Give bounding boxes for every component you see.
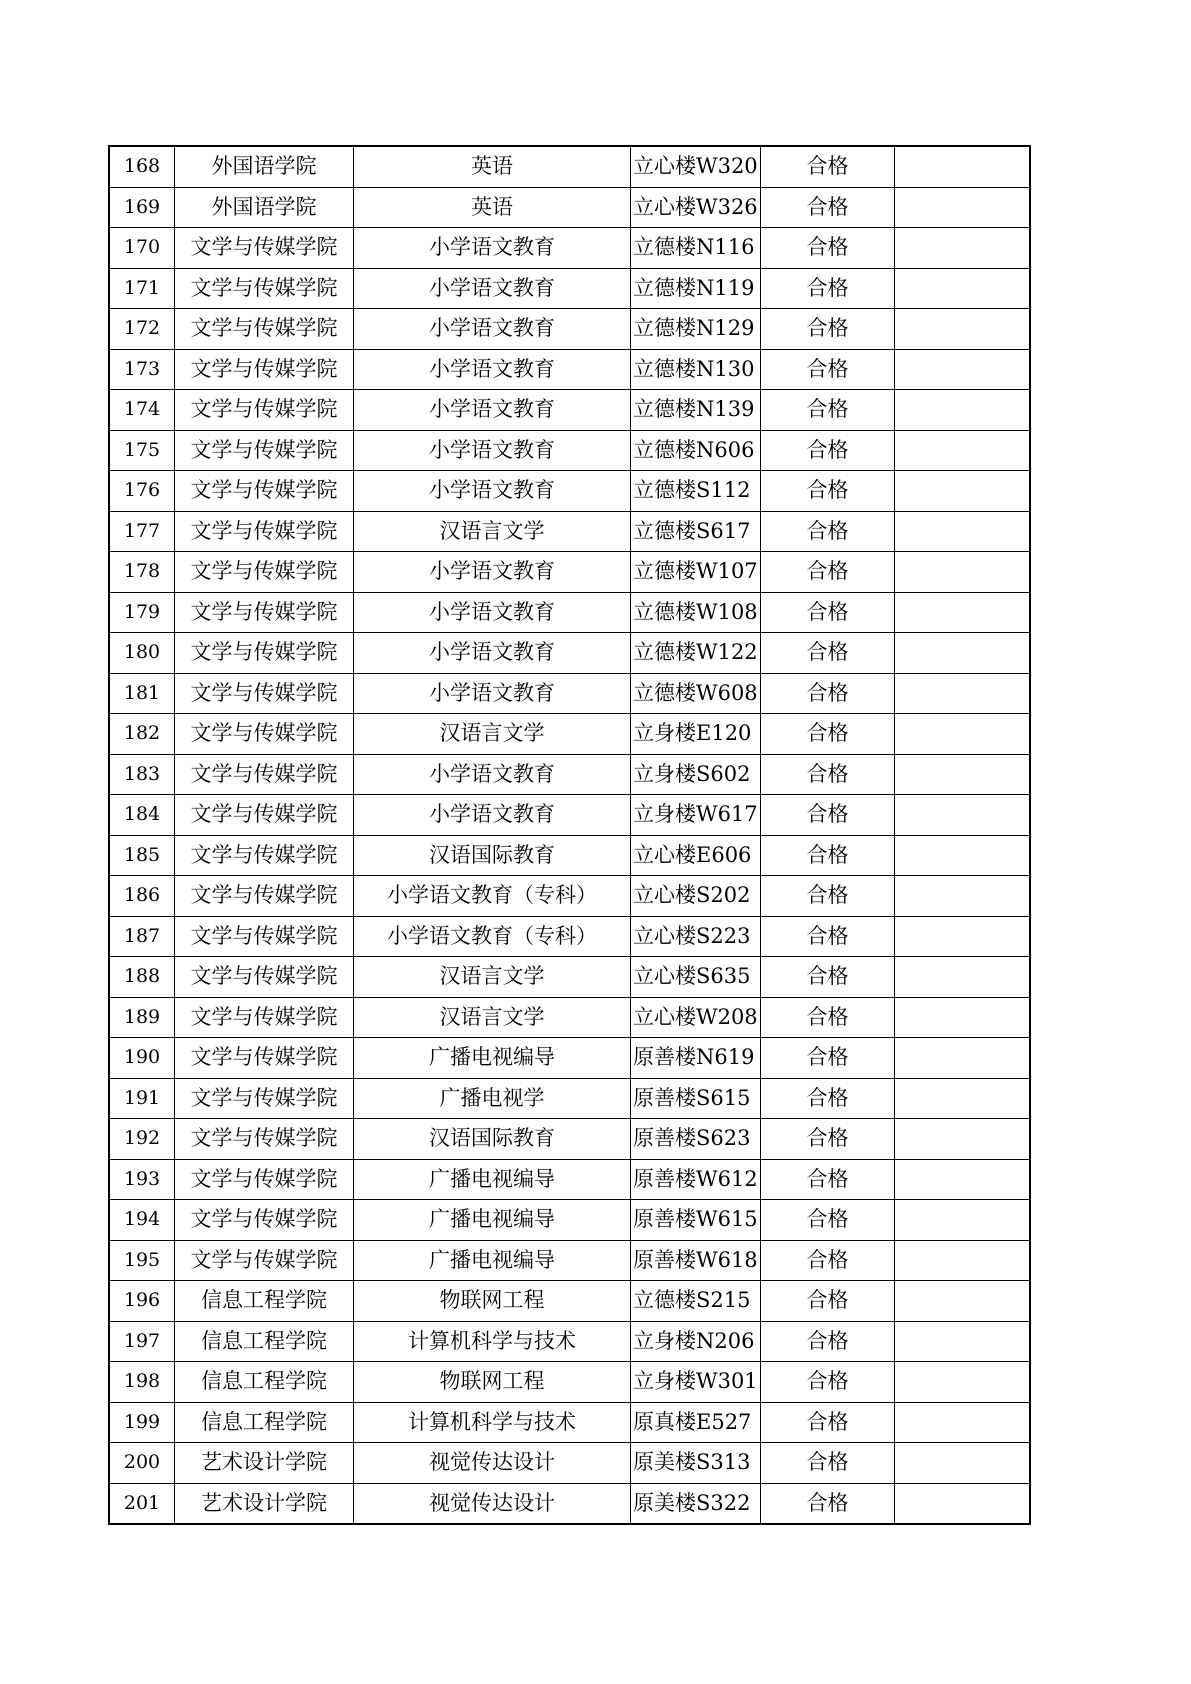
- result-cell: 合格: [761, 390, 895, 431]
- note-cell: [895, 633, 1031, 674]
- table-row: [109, 592, 1030, 633]
- note-cell: [895, 390, 1031, 431]
- note-cell: [895, 835, 1031, 876]
- table-row: [109, 471, 1030, 512]
- result-cell: 合格: [761, 1483, 895, 1524]
- note-cell: [895, 673, 1031, 714]
- row-number-cell: 195: [109, 1240, 175, 1281]
- major-cell: 小学语文教育: [354, 633, 631, 674]
- table-row: [109, 1200, 1030, 1241]
- row-number-cell: 183: [109, 754, 175, 795]
- row-number-cell: 190: [109, 1038, 175, 1079]
- result-cell: 合格: [761, 349, 895, 390]
- row-number-cell: 171: [109, 268, 175, 309]
- result-cell: 合格: [761, 471, 895, 512]
- table-row: [109, 795, 1030, 836]
- note-cell: [895, 430, 1031, 471]
- major-cell: 广播电视编导: [354, 1038, 631, 1079]
- result-cell: 合格: [761, 1443, 895, 1484]
- result-cell: 合格: [761, 714, 895, 755]
- major-cell: 小学语文教育: [354, 673, 631, 714]
- note-cell: [895, 1159, 1031, 1200]
- note-cell: [895, 1483, 1031, 1524]
- result-cell: 合格: [761, 268, 895, 309]
- classroom-cell: 立德楼W608: [631, 673, 761, 714]
- classroom-cell: 立德楼S112: [631, 471, 761, 512]
- major-cell: 汉语言文学: [354, 957, 631, 998]
- major-cell: 汉语国际教育: [354, 835, 631, 876]
- college-cell: 文学与传媒学院: [175, 916, 354, 957]
- classroom-cell: 立德楼W107: [631, 552, 761, 593]
- college-cell: 文学与传媒学院: [175, 1119, 354, 1160]
- college-cell: 文学与传媒学院: [175, 633, 354, 674]
- result-cell: 合格: [761, 673, 895, 714]
- classroom-cell: 原善楼W615: [631, 1200, 761, 1241]
- college-cell: 文学与传媒学院: [175, 228, 354, 269]
- classroom-cell: 原善楼W618: [631, 1240, 761, 1281]
- college-cell: 艺术设计学院: [175, 1483, 354, 1524]
- table-row: [109, 390, 1030, 431]
- result-cell: 合格: [761, 228, 895, 269]
- result-cell: 合格: [761, 633, 895, 674]
- note-cell: [895, 309, 1031, 350]
- college-cell: 文学与传媒学院: [175, 997, 354, 1038]
- result-cell: 合格: [761, 916, 895, 957]
- row-number-cell: 174: [109, 390, 175, 431]
- result-cell: 合格: [761, 1159, 895, 1200]
- note-cell: [895, 754, 1031, 795]
- major-cell: 小学语文教育（专科）: [354, 876, 631, 917]
- result-cell: 合格: [761, 1119, 895, 1160]
- result-cell: 合格: [761, 997, 895, 1038]
- inspection-table: [108, 145, 1031, 1525]
- note-cell: [895, 228, 1031, 269]
- table-row: [109, 754, 1030, 795]
- major-cell: 广播电视学: [354, 1078, 631, 1119]
- college-cell: 文学与传媒学院: [175, 714, 354, 755]
- classroom-cell: 立德楼N606: [631, 430, 761, 471]
- table-row: [109, 187, 1030, 228]
- row-number-cell: 196: [109, 1281, 175, 1322]
- classroom-cell: 立德楼W108: [631, 592, 761, 633]
- classroom-cell: 原美楼S313: [631, 1443, 761, 1484]
- row-number-cell: 187: [109, 916, 175, 957]
- college-cell: 文学与传媒学院: [175, 349, 354, 390]
- row-number-cell: 189: [109, 997, 175, 1038]
- row-number-cell: 200: [109, 1443, 175, 1484]
- classroom-cell: 立德楼S617: [631, 511, 761, 552]
- classroom-cell: 立心楼W208: [631, 997, 761, 1038]
- note-cell: [895, 1281, 1031, 1322]
- row-number-cell: 193: [109, 1159, 175, 1200]
- table-row: [109, 1483, 1030, 1524]
- major-cell: 小学语文教育（专科）: [354, 916, 631, 957]
- college-cell: 文学与传媒学院: [175, 268, 354, 309]
- major-cell: 小学语文教育: [354, 592, 631, 633]
- classroom-cell: 立心楼S635: [631, 957, 761, 998]
- table-row: [109, 1078, 1030, 1119]
- classroom-cell: 立身楼W617: [631, 795, 761, 836]
- row-number-cell: 191: [109, 1078, 175, 1119]
- note-cell: [895, 1038, 1031, 1079]
- note-cell: [895, 1402, 1031, 1443]
- row-number-cell: 192: [109, 1119, 175, 1160]
- result-cell: 合格: [761, 552, 895, 593]
- college-cell: 文学与传媒学院: [175, 511, 354, 552]
- table-row: [109, 1038, 1030, 1079]
- note-cell: [895, 511, 1031, 552]
- major-cell: 计算机科学与技术: [354, 1321, 631, 1362]
- row-number-cell: 201: [109, 1483, 175, 1524]
- note-cell: [895, 349, 1031, 390]
- note-cell: [895, 187, 1031, 228]
- result-cell: 合格: [761, 1240, 895, 1281]
- table-row: [109, 1402, 1030, 1443]
- note-cell: [895, 916, 1031, 957]
- row-number-cell: 197: [109, 1321, 175, 1362]
- major-cell: 小学语文教育: [354, 228, 631, 269]
- row-number-cell: 172: [109, 309, 175, 350]
- major-cell: 视觉传达设计: [354, 1483, 631, 1524]
- major-cell: 物联网工程: [354, 1362, 631, 1403]
- major-cell: 广播电视编导: [354, 1240, 631, 1281]
- classroom-cell: 立德楼S215: [631, 1281, 761, 1322]
- college-cell: 文学与传媒学院: [175, 309, 354, 350]
- note-cell: [895, 997, 1031, 1038]
- result-cell: 合格: [761, 835, 895, 876]
- table-row: [109, 1119, 1030, 1160]
- major-cell: 汉语言文学: [354, 714, 631, 755]
- classroom-cell: 立德楼N130: [631, 349, 761, 390]
- table-row: [109, 1443, 1030, 1484]
- major-cell: 小学语文教育: [354, 390, 631, 431]
- row-number-cell: 175: [109, 430, 175, 471]
- college-cell: 文学与传媒学院: [175, 430, 354, 471]
- row-number-cell: 180: [109, 633, 175, 674]
- college-cell: 文学与传媒学院: [175, 552, 354, 593]
- result-cell: 合格: [761, 146, 895, 187]
- note-cell: [895, 957, 1031, 998]
- table-row: [109, 268, 1030, 309]
- note-cell: [895, 592, 1031, 633]
- major-cell: 汉语言文学: [354, 511, 631, 552]
- classroom-cell: 立德楼N116: [631, 228, 761, 269]
- classroom-cell: 原善楼S623: [631, 1119, 761, 1160]
- table-row: [109, 511, 1030, 552]
- row-number-cell: 177: [109, 511, 175, 552]
- college-cell: 信息工程学院: [175, 1402, 354, 1443]
- note-cell: [895, 552, 1031, 593]
- college-cell: 文学与传媒学院: [175, 673, 354, 714]
- major-cell: 小学语文教育: [354, 309, 631, 350]
- row-number-cell: 181: [109, 673, 175, 714]
- result-cell: 合格: [761, 1281, 895, 1322]
- note-cell: [895, 1240, 1031, 1281]
- classroom-cell: 立身楼N206: [631, 1321, 761, 1362]
- table-row: [109, 957, 1030, 998]
- row-number-cell: 178: [109, 552, 175, 593]
- row-number-cell: 182: [109, 714, 175, 755]
- note-cell: [895, 876, 1031, 917]
- college-cell: 信息工程学院: [175, 1281, 354, 1322]
- classroom-cell: 原善楼N619: [631, 1038, 761, 1079]
- college-cell: 文学与传媒学院: [175, 592, 354, 633]
- note-cell: [895, 1362, 1031, 1403]
- row-number-cell: 194: [109, 1200, 175, 1241]
- college-cell: 外国语学院: [175, 146, 354, 187]
- major-cell: 广播电视编导: [354, 1200, 631, 1241]
- table-row: [109, 997, 1030, 1038]
- college-cell: 文学与传媒学院: [175, 1159, 354, 1200]
- table-row: [109, 552, 1030, 593]
- result-cell: 合格: [761, 511, 895, 552]
- classroom-cell: 原美楼S322: [631, 1483, 761, 1524]
- classroom-cell: 立身楼W301: [631, 1362, 761, 1403]
- classroom-cell: 原善楼W612: [631, 1159, 761, 1200]
- row-number-cell: 169: [109, 187, 175, 228]
- row-number-cell: 173: [109, 349, 175, 390]
- table-row: [109, 228, 1030, 269]
- classroom-cell: 立身楼S602: [631, 754, 761, 795]
- college-cell: 文学与传媒学院: [175, 835, 354, 876]
- classroom-cell: 立德楼N129: [631, 309, 761, 350]
- row-number-cell: 198: [109, 1362, 175, 1403]
- major-cell: 小学语文教育: [354, 349, 631, 390]
- table-row: [109, 876, 1030, 917]
- table-row: [109, 633, 1030, 674]
- major-cell: 汉语国际教育: [354, 1119, 631, 1160]
- college-cell: 信息工程学院: [175, 1362, 354, 1403]
- table-row: [109, 146, 1030, 187]
- result-cell: 合格: [761, 957, 895, 998]
- result-cell: 合格: [761, 309, 895, 350]
- major-cell: 英语: [354, 146, 631, 187]
- college-cell: 文学与传媒学院: [175, 1078, 354, 1119]
- result-cell: 合格: [761, 1362, 895, 1403]
- note-cell: [895, 795, 1031, 836]
- major-cell: 视觉传达设计: [354, 1443, 631, 1484]
- row-number-cell: 186: [109, 876, 175, 917]
- major-cell: 英语: [354, 187, 631, 228]
- row-number-cell: 185: [109, 835, 175, 876]
- classroom-cell: 立心楼E606: [631, 835, 761, 876]
- table-row: [109, 349, 1030, 390]
- table-row: [109, 1362, 1030, 1403]
- major-cell: 计算机科学与技术: [354, 1402, 631, 1443]
- row-number-cell: 179: [109, 592, 175, 633]
- result-cell: 合格: [761, 876, 895, 917]
- note-cell: [895, 1321, 1031, 1362]
- row-number-cell: 184: [109, 795, 175, 836]
- college-cell: 信息工程学院: [175, 1321, 354, 1362]
- college-cell: 艺术设计学院: [175, 1443, 354, 1484]
- table-row: [109, 673, 1030, 714]
- table-row: [109, 1321, 1030, 1362]
- major-cell: 小学语文教育: [354, 471, 631, 512]
- classroom-cell: 立心楼S223: [631, 916, 761, 957]
- college-cell: 文学与传媒学院: [175, 957, 354, 998]
- note-cell: [895, 146, 1031, 187]
- classroom-cell: 立身楼E120: [631, 714, 761, 755]
- table-body: [109, 146, 1030, 1524]
- classroom-cell: 立心楼S202: [631, 876, 761, 917]
- classroom-cell: 立德楼N119: [631, 268, 761, 309]
- classroom-cell: 原善楼S615: [631, 1078, 761, 1119]
- row-number-cell: 176: [109, 471, 175, 512]
- result-cell: 合格: [761, 1321, 895, 1362]
- table-row: [109, 1159, 1030, 1200]
- college-cell: 文学与传媒学院: [175, 471, 354, 512]
- table-row: [109, 714, 1030, 755]
- major-cell: 汉语言文学: [354, 997, 631, 1038]
- major-cell: 小学语文教育: [354, 430, 631, 471]
- college-cell: 文学与传媒学院: [175, 876, 354, 917]
- note-cell: [895, 1078, 1031, 1119]
- college-cell: 文学与传媒学院: [175, 795, 354, 836]
- table-row: [109, 835, 1030, 876]
- table-row: [109, 1240, 1030, 1281]
- result-cell: 合格: [761, 187, 895, 228]
- major-cell: 小学语文教育: [354, 268, 631, 309]
- result-cell: 合格: [761, 1078, 895, 1119]
- note-cell: [895, 1443, 1031, 1484]
- classroom-cell: 立德楼W122: [631, 633, 761, 674]
- note-cell: [895, 714, 1031, 755]
- row-number-cell: 168: [109, 146, 175, 187]
- classroom-cell: 立德楼N139: [631, 390, 761, 431]
- row-number-cell: 170: [109, 228, 175, 269]
- row-number-cell: 199: [109, 1402, 175, 1443]
- table-row: [109, 916, 1030, 957]
- table-row: [109, 430, 1030, 471]
- college-cell: 文学与传媒学院: [175, 1240, 354, 1281]
- major-cell: 小学语文教育: [354, 795, 631, 836]
- row-number-cell: 188: [109, 957, 175, 998]
- result-cell: 合格: [761, 754, 895, 795]
- result-cell: 合格: [761, 795, 895, 836]
- major-cell: 物联网工程: [354, 1281, 631, 1322]
- major-cell: 小学语文教育: [354, 552, 631, 593]
- note-cell: [895, 1200, 1031, 1241]
- major-cell: 小学语文教育: [354, 754, 631, 795]
- major-cell: 广播电视编导: [354, 1159, 631, 1200]
- note-cell: [895, 268, 1031, 309]
- college-cell: 文学与传媒学院: [175, 1038, 354, 1079]
- result-cell: 合格: [761, 1200, 895, 1241]
- classroom-cell: 立心楼W320: [631, 146, 761, 187]
- college-cell: 外国语学院: [175, 187, 354, 228]
- table-row: [109, 1281, 1030, 1322]
- college-cell: 文学与传媒学院: [175, 754, 354, 795]
- classroom-cell: 立心楼W326: [631, 187, 761, 228]
- college-cell: 文学与传媒学院: [175, 390, 354, 431]
- college-cell: 文学与传媒学院: [175, 1200, 354, 1241]
- note-cell: [895, 1119, 1031, 1160]
- result-cell: 合格: [761, 1038, 895, 1079]
- classroom-cell: 原真楼E527: [631, 1402, 761, 1443]
- result-cell: 合格: [761, 592, 895, 633]
- note-cell: [895, 471, 1031, 512]
- result-cell: 合格: [761, 1402, 895, 1443]
- table-row: [109, 309, 1030, 350]
- result-cell: 合格: [761, 430, 895, 471]
